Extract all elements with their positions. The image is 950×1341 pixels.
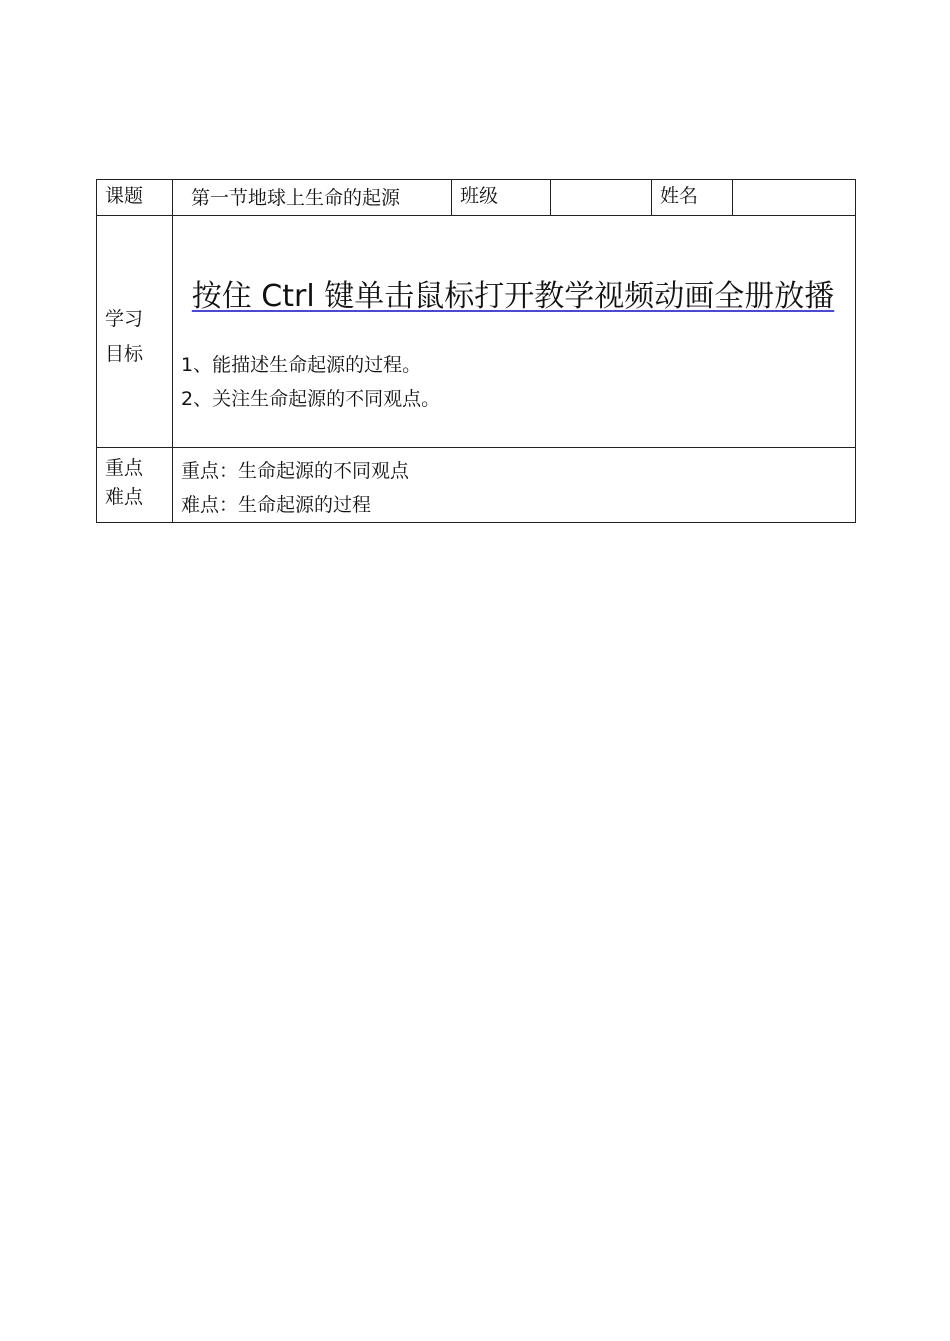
keypoints-content-cell [173, 448, 856, 523]
goals-label-cell [97, 216, 173, 448]
name-label: 姓名 [660, 185, 699, 207]
name-value[interactable] [733, 180, 855, 185]
class-label-cell [452, 180, 551, 216]
goals-content-cell [173, 216, 856, 448]
goal-item: 2、关注生命起源的不同观点。 [181, 388, 441, 410]
topic-value-cell [173, 180, 452, 216]
class-value[interactable] [551, 180, 651, 185]
keypoints-row [97, 448, 856, 523]
keypoints-label-line1: 重点 [105, 457, 144, 479]
name-label-cell [652, 180, 733, 216]
difficulty-point-text: 难点：生命起源的过程 [181, 494, 372, 516]
key-point-text: 重点：生命起源的不同观点 [181, 460, 410, 482]
topic-value: 第一节地球上生命的起源 [191, 187, 401, 209]
class-value-cell[interactable] [551, 180, 652, 216]
name-value-cell[interactable] [733, 180, 856, 216]
goal-item: 1、能描述生命起源的过程。 [181, 354, 422, 376]
topic-label: 课题 [105, 185, 144, 207]
video-animation-link[interactable]: 按住 Ctrl 键单击鼠标打开教学视频动画全册放播 [191, 279, 835, 314]
keypoints-label-cell [97, 448, 173, 523]
header-row [97, 180, 856, 216]
goals-label-line1: 学习 [105, 308, 144, 330]
keypoints-label-line2: 难点 [105, 486, 144, 508]
lesson-plan-table [96, 179, 856, 523]
goals-label-line2: 目标 [105, 343, 144, 365]
topic-label-cell [97, 180, 173, 216]
class-label: 班级 [460, 185, 499, 207]
goals-list [181, 348, 855, 416]
goals-row [97, 216, 856, 448]
